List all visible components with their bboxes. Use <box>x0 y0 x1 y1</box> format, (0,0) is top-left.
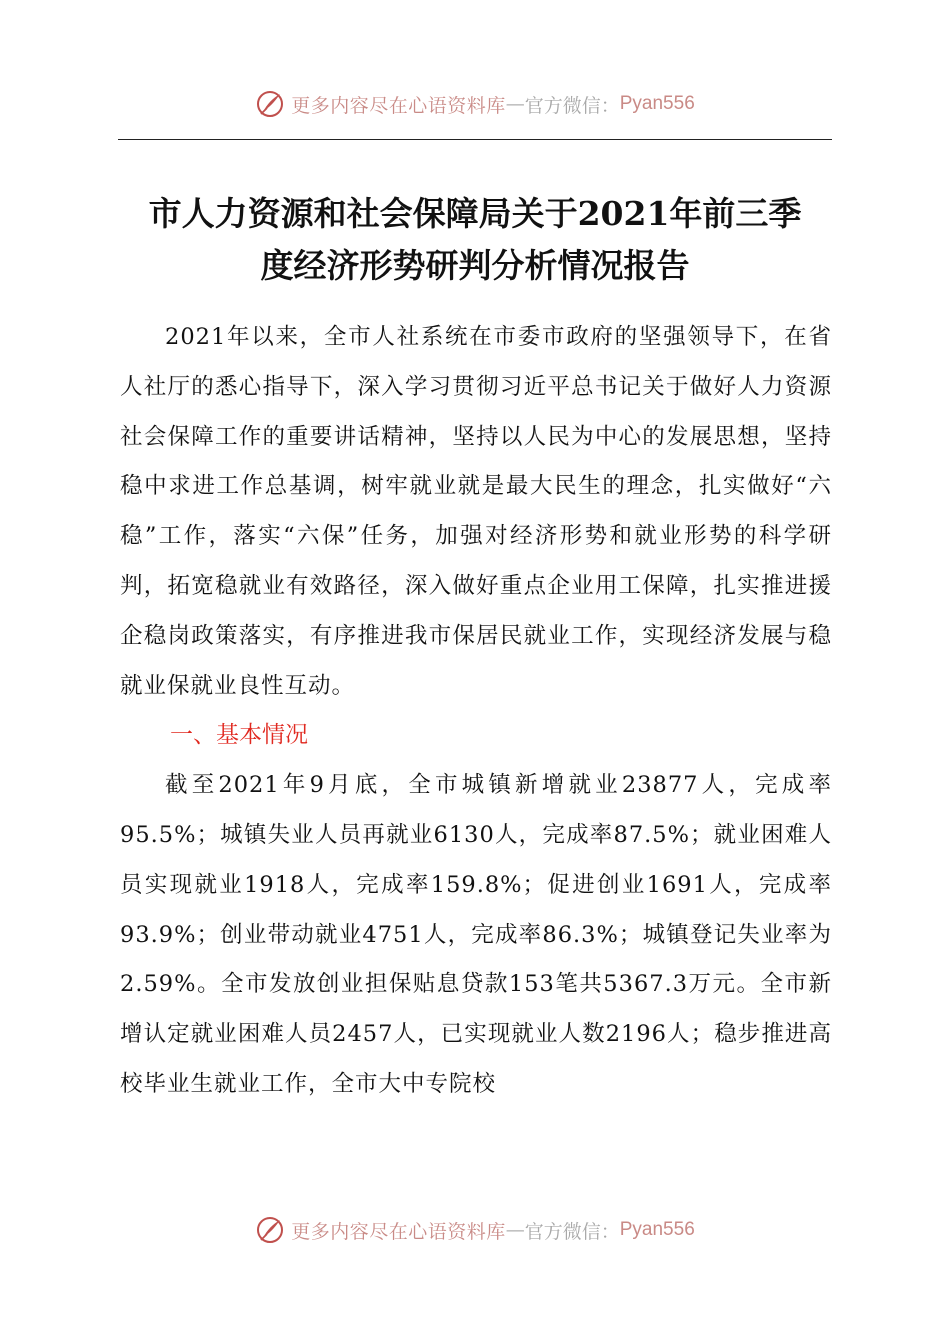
header-watermark <box>0 84 950 124</box>
document-title <box>118 188 832 292</box>
intro-paragraph: 2021年以来，全市人社系统在市委市政府的坚强领导下，在省人社厅的悉心指导下，深入学习贯彻习近平总书记关于做好人力资源社会保障工作的重要讲话精神，坚持以人民为中心的发展思想，坚持稳中求进工作总基调，树牢就业就是最大民生的理念，扎实做好“六稳”工作，落实“六保”任务，加强对经济形势和就业形势的科学研判，拓宽稳就业有效路径，深入做好重点企业用工保障，扎实推进援企稳岗政策落实，有序推进我市保居民就业工作，实现经济发展与稳就业保就业良性互动。 <box>120 324 832 699</box>
watermark-site-text: 更多内容尽在心语资料库 <box>291 94 506 117</box>
watermark-wechat-label: 官方微信： <box>524 1220 620 1243</box>
watermark-wechat-id: Pyan556 <box>619 93 695 114</box>
quill-logo-icon <box>255 89 285 119</box>
watermark-site-text: 更多内容尽在心语资料库 <box>291 1220 506 1243</box>
watermark-wechat-label: 官方微信： <box>524 94 620 117</box>
section-paragraph-statistics: 截至2021年9月底，全市城镇新增就业23877人，完成率95.5%；城镇失业人员再就业6130人，完成率87.5%；就业困难人员实现就业1918人，完成率159.8%；促进创业1691人，完成率93.9%；创业带动就业4751人，完成率86.3%；城镇登记失业率为2.59%。全市发放创业担保贴息贷款153笔共5367.3万元。全市新增认定就业困难人员2457人，已实现就业人数2196人；稳步推进高校毕业生就业工作，全市大中专院校 <box>120 772 832 1097</box>
watermark-separator: — <box>505 1219 525 1241</box>
quill-logo-icon <box>255 1215 285 1245</box>
title-line-2: 度经济形势研判分析情况报告 <box>260 246 690 285</box>
watermark-wechat-id: Pyan556 <box>619 1219 695 1240</box>
header-divider <box>118 139 832 140</box>
document-body <box>120 313 832 1110</box>
watermark-separator: — <box>505 93 525 115</box>
section-heading-basic-situation: 一、基本情况 <box>170 722 308 749</box>
footer-watermark <box>0 1210 950 1250</box>
title-line-1: 市人力资源和社会保障局关于2021年前三季 <box>148 194 802 233</box>
